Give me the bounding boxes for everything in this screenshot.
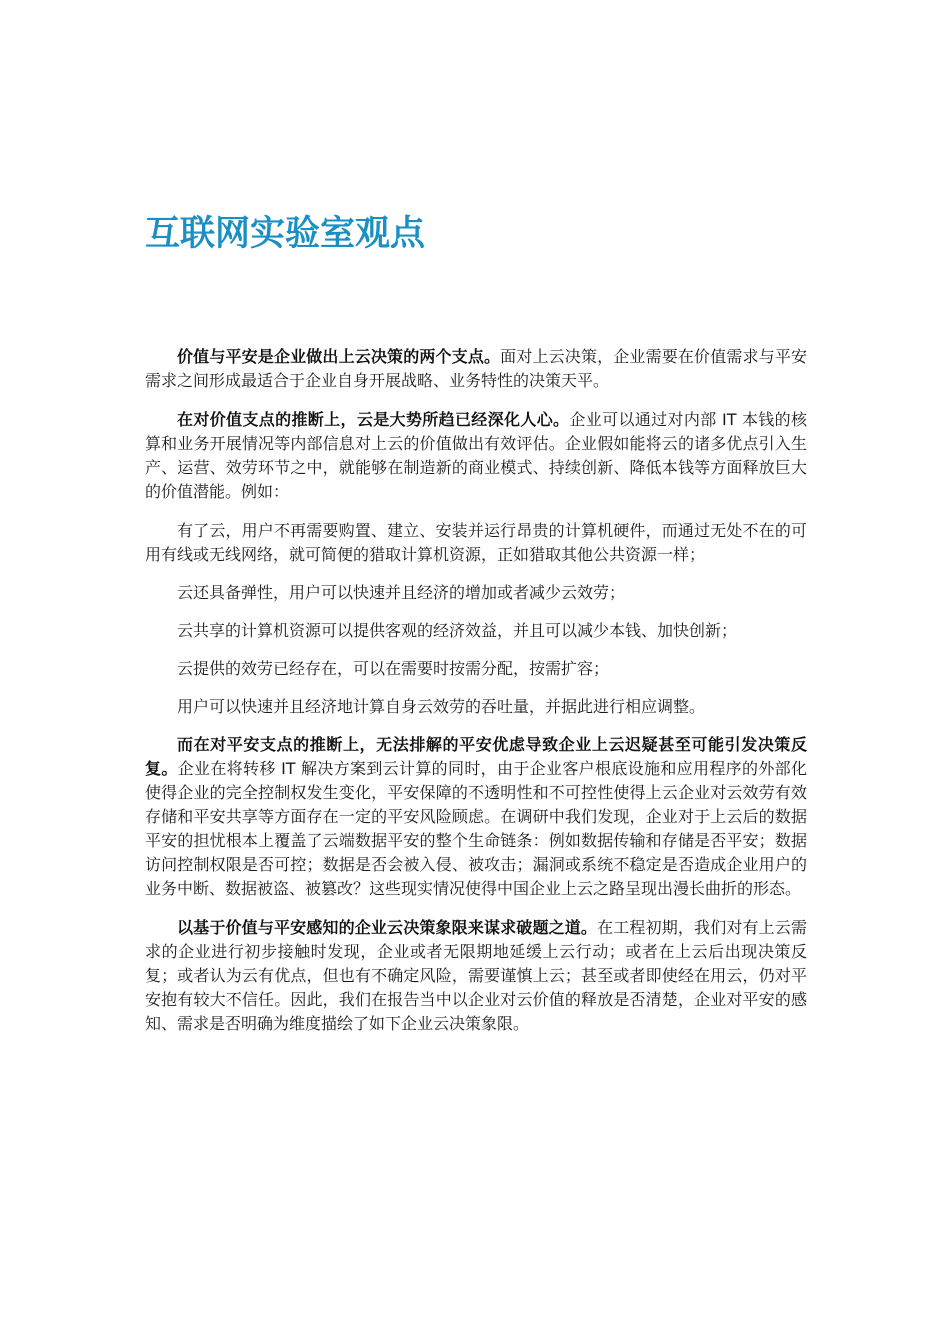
paragraph-lead: 而在对平安支点的推断上，无法排解的平安优虑导致企业上云迟疑甚至可能引发决策反复。 — [145, 735, 807, 778]
paragraph-value-judgment — [145, 408, 807, 504]
paragraph-text: 有了云，用户不再需要购置、建立、安装并运行昂贵的计算机硬件，而通过无处不在的可用有线或无线网络，就可简便的猎取计算机资源，正如猎取其他公共资源一样； — [145, 521, 807, 564]
paragraph-cloud-benefit-elasticity — [145, 581, 807, 605]
paragraph-lead: 以基于价值与平安感知的企业云决策象限来谋求破题之道。 — [177, 918, 598, 937]
body-text — [145, 345, 807, 1051]
paragraph-decision-quadrant — [145, 916, 807, 1036]
paragraph-cloud-benefit-on-demand — [145, 657, 807, 681]
paragraph-text: 面对上云决策，企业需要在价值需求与平安需求之间形成最适合于企业自身开展战略、业务特性的决策天平。 — [145, 347, 807, 390]
paragraph-cloud-benefit-throughput — [145, 695, 807, 719]
paragraph-value-and-security — [145, 345, 807, 393]
paragraph-cloud-benefit-shared — [145, 619, 807, 643]
paragraph-text: 云还具备弹性，用户可以快速并且经济的增加或者减少云效劳； — [177, 583, 626, 602]
paragraph-lead: 在对价值支点的推断上，云是大势所趋已经深化人心。 — [177, 410, 570, 429]
paragraph-text: 企业在将转移 IT 解决方案到云计算的同时，由于企业客户根底设施和应用程序的外部化使得企业的完全控制权发生变化，平安保障的不透明性和不可控性使得上云企业对云效劳有效存储和平安共享等方面存在一定的平安风险顾虑。在调研中我们发现，企业对于上云后的数据平安的担忧根本上覆盖了云端数据平安的整个生命链条：例如数据传输和存储是否平安；数据访问控制权限是否可控；数据是否会被入侵、被攻击；漏洞或系统不稳定是否造成企业用户的业务中断、数据被盗、被篡改？这些现实情况使得中国企业上云之路呈现出漫长曲折的形态。 — [145, 759, 807, 898]
paragraph-security-judgment — [145, 733, 807, 901]
paragraph-text: 云共享的计算机资源可以提供客观的经济效益，并且可以减少本钱、加快创新； — [177, 621, 738, 640]
paragraph-text: 云提供的效劳已经存在，可以在需要时按需分配，按需扩容； — [177, 659, 610, 678]
paragraph-cloud-benefit-resources — [145, 519, 807, 567]
page-title: 互联网实验室观点 — [145, 214, 426, 254]
paragraph-text: 用户可以快速并且经济地计算自身云效劳的吞吐量，并据此进行相应调整。 — [177, 697, 706, 716]
paragraph-text: 企业可以通过对内部 IT 本钱的核算和业务开展情况等内部信息对上云的价值做出有效评估。企业假如能将云的诸多优点引入生产、运营、效劳环节之中，就能够在制造新的商业模式、持续创新、降低本钱等方面释放巨大的价值潜能。例如： — [145, 410, 807, 501]
paragraph-lead: 价值与平安是企业做出上云决策的两个支点。 — [177, 347, 501, 366]
paragraph-text: 在工程初期，我们对有上云需求的企业进行初步接触时发现，企业或者无限期地延缓上云行动；或者在上云后出现决策反复；或者认为云有优点，但也有不确定风险，需要谨慎上云；甚至或者即使经在用云，仍对平安抱有较大不信任。因此，我们在报告当中以企业对云价值的释放是否清楚，企业对平安的感知、需求是否明确为维度描绘了如下企业云决策象限。 — [145, 918, 807, 1033]
